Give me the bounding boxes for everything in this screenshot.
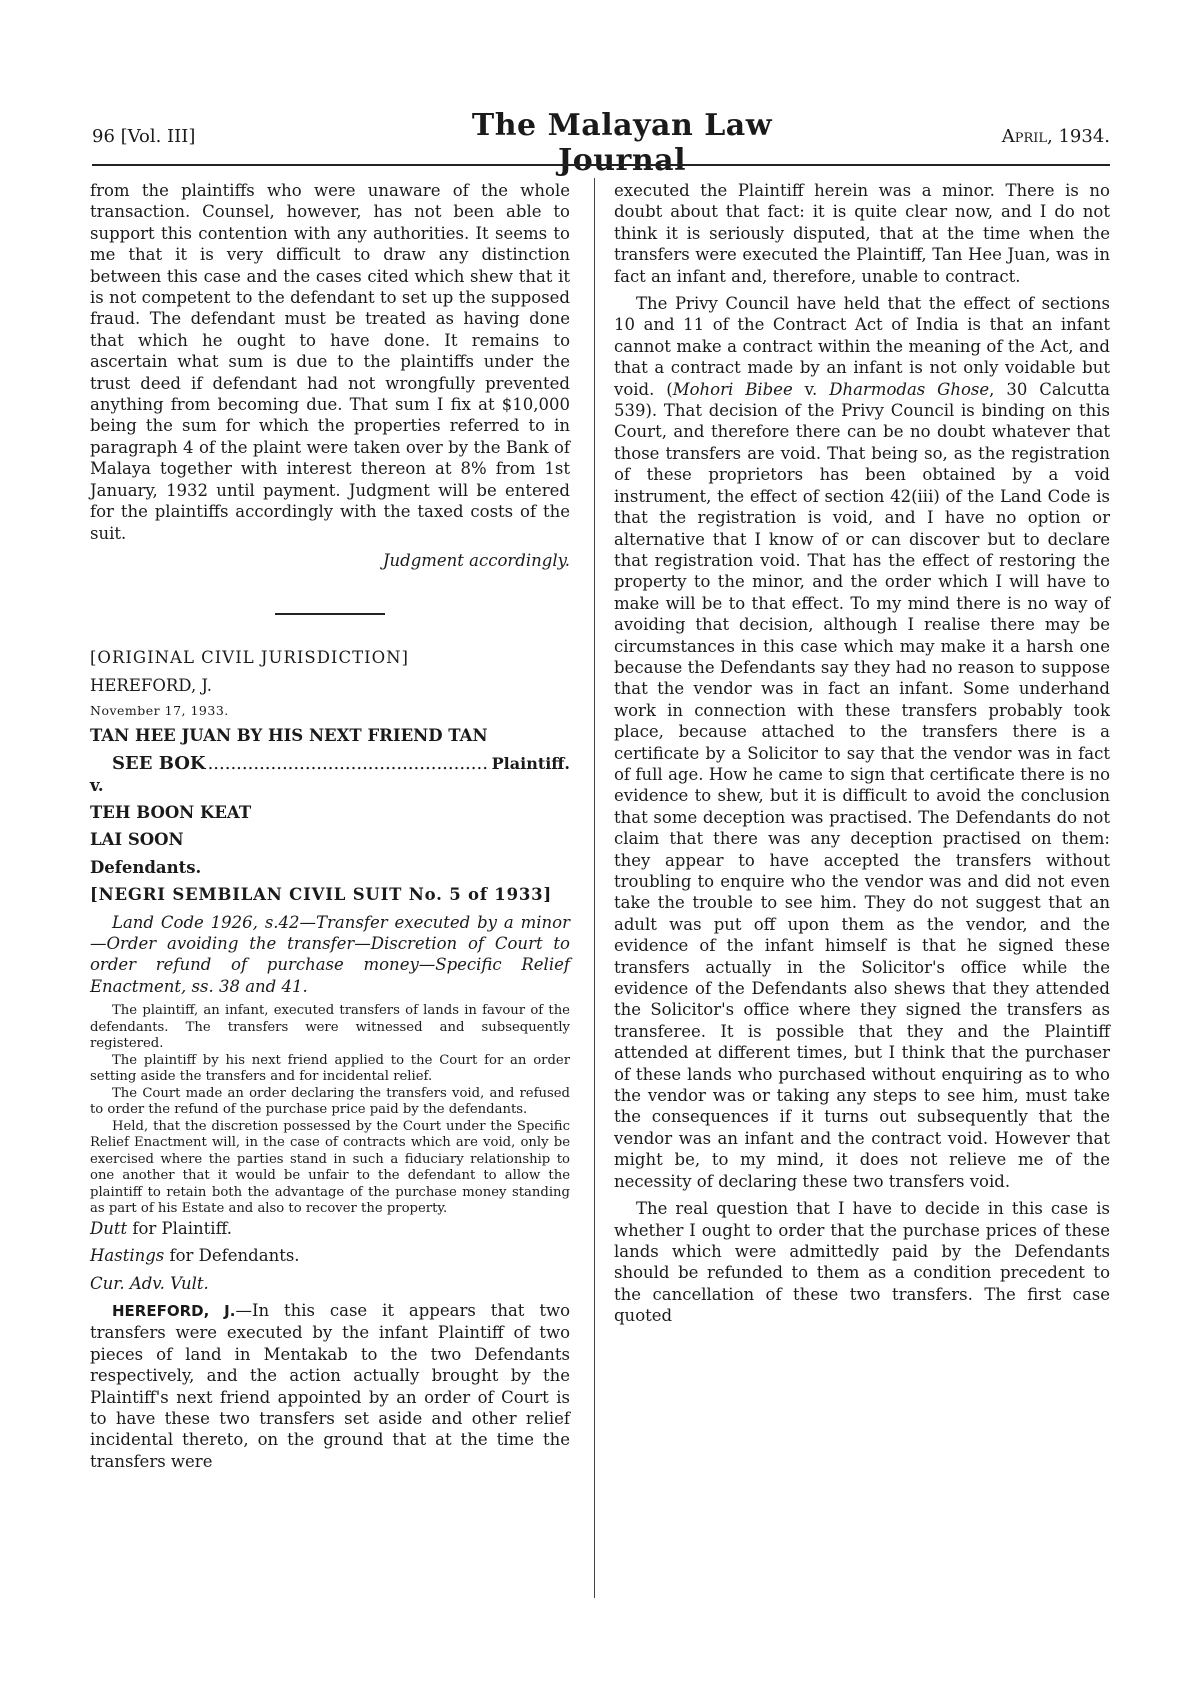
headnote-para: Held, that the discretion possessed by the Court under the Specific Relief Enactment will, in the case of contracts which are void, only be exercised where the parties stand in such a fiduciary relationship to one another that it would be unfair to the defendant to allow the plaintiff to retain both the advantage of the purchase money standing as part of his Estate and also to recover the property.: [90, 1118, 570, 1217]
previous-case-paragraph: from the plaintiffs who were unaware of the whole transaction. Counsel, however, has not been able to support this contention with any authorities. It seems to me that it is very difficult to draw any distinction between this case and the cases cited which shew that it is not competent to the defendant to set up the supposed fraud. The defendant must be treated as having done that which he ought to have done. It remains to ascertain what sum is due to the plaintiffs under the trust deed if defendant had not wrongfully prevented anything from becoming due. That sum I fix at $10,000 being the sum for which the properties referred to in paragraph 4 of the plaint were taken over by the Bank of Malaya together with interest thereon at 8% from 1st January, 1932 until payment. Judgment will be entered for the plaintiffs accordingly with the taxed costs of the suit.: [90, 181, 570, 543]
case-separator: [275, 613, 385, 615]
plaintiff-row: [90, 753, 570, 775]
privy-council-paragraph: The Privy Council have held that the effect of sections 10 and 11 of the Contract Act of India is that an infant cannot make a contract within the meaning of the Act, and that a contract made by an infant is not only voidable but void. (Mohori Bibee v. Dharmodas Ghose, 30 Calcutta 539). That decision of the Privy Council is binding on this Court, and therefore there can be no doubt whatever that those transfers are void. That being so, as the registration of these proprietors has been obtained by a void instrument, the effect of section 42(iii) of the Land Code is that the registration is void, and I have no option or alternative that I know of or can discover but to declare that registration void. That has the effect of restoring the property to the minor, and the order which I will have to make will be to that effect. To my mind there is no way of avoiding that decision, although I realise there may be circumstances in this case which may make it a harsh one because the Defendants say they had no reason to suppose that the vendor was in fact an infant. Some underhand work in connection with these transfers probably took place, because attached to the transfers there is a certificate by a Solicitor to say that the vendor was in fact of full age. How he came to sign that certificate there is no evidence to shew, but it is difficult to avoid the conclusion that some deception was practised. The Defendants do not claim that there was any deception practised on them: they appear to have accepted the transfers without troubling to enquire who the vendor was and did not even take the trouble to see him. They do not suggest that an adult was put off upon them as the vendor, and the evidence of the infant himself is that he signed these transfers actually in the Solicitor's office while the evidence of the Defendants also shews that they attended the Solicitor's office where they signed the transfers as transferee. It is possible that they and the Plaintiff attended at different times, but I think that the purchaser of these lands who purchased without enquiring as to who the vendor was or taking any steps to see him, must take the consequences if it turns out subsequently that the vendor was an infant and the contract void. However that might be, to my mind, it does not relieve me of the necessity of declaring these two transfers void.: [614, 294, 1111, 1191]
counsel-plaintiff: Dutt for Plaintiff.: [90, 1218, 232, 1238]
decision-date: November 17, 1933.: [90, 703, 229, 719]
headnote-para: The plaintiff by his next friend applied to the Court for an order setting aside the transfers and for incidental relief.: [90, 1052, 570, 1085]
defendant-2: LAI SOON: [90, 830, 184, 850]
headnote-para: The Court made an order declaring the transfers void, and refused to order the refund of the purchase price paid by the defendants.: [90, 1085, 570, 1118]
headnote: [90, 1003, 570, 1218]
header-rule: [92, 164, 1110, 166]
judgment-opening: HEREFORD, J.—In this case it appears that two transfers were executed by the infant Plaintiff of two pieces of land in Mentakab to the two Defendants respectively, and the action actually brought by the Plaintiff's next friend appointed by an order of Court is to have these two transfers set aside and other relief incidental thereto, on the ground that at the time the transfers were: [90, 1300, 571, 1471]
catchwords: Land Code 1926, s.42—Transfer executed by a minor—Order avoiding the transfer—Discretion of Court to order refund of purchase money—Specific Relief Enactment, ss. 38 and 41.: [90, 912, 570, 996]
judgment-signoff: Judgment accordingly.: [382, 550, 570, 570]
judge-line: HEREFORD, J.: [90, 675, 213, 695]
leader-dots: [208, 753, 490, 775]
page-volume: 96 [Vol. III]: [92, 126, 196, 147]
plaintiff-name-line2: SEE BOK: [112, 752, 206, 774]
case-name-1: Mohori Bibee: [672, 379, 793, 399]
judge-name: HEREFORD, J.: [112, 1301, 236, 1320]
journal-title: The Malayan Law Journal: [471, 108, 773, 178]
defendants-role: Defendants.: [90, 857, 202, 877]
counsel-plaintiff-name: Dutt: [90, 1218, 128, 1238]
cur-adv-vult: Cur. Adv. Vult.: [90, 1273, 209, 1293]
defendant-1: TEH BOON KEAT: [90, 802, 252, 822]
counsel-defendants: Hastings for Defendants.: [90, 1246, 300, 1266]
versus: v.: [90, 775, 104, 795]
real-question-paragraph: The real question that I have to decide in this case is whether I ought to order that the purchase prices of these lands which were admittedly paid by the Defendants should be refunded to them as a condition precedent to the cancellation of these two transfers. The first case quoted: [614, 1199, 1110, 1326]
left-column: [90, 180, 570, 1478]
headnote-para: The plaintiff, an infant, executed transfers of lands in favour of the defendants. The transfers were witnessed and subsequently registered.: [90, 1003, 570, 1052]
page-header: [92, 108, 1110, 178]
issue-date: April, 1934.: [1001, 126, 1110, 147]
right-column: [614, 180, 1110, 1333]
plaintiff-role: Plaintiff.: [491, 753, 570, 773]
judgment-para-continued: executed the Plaintiff herein was a minor. There is no doubt about that fact: it is quite clear now, and I do not think it is seriously disputed, that at the time when the transfers were executed the Plaintiff, Tan Hee Juan, was in fact an infant and, therefore, unable to contract.: [614, 181, 1110, 286]
plaintiff-name-line1: TAN HEE JUAN BY HIS NEXT FRIEND TAN: [90, 726, 488, 746]
jurisdiction-heading: [ORIGINAL CIVIL JURISDICTION]: [90, 648, 409, 668]
column-divider: [594, 178, 595, 1598]
suit-reference: [NEGRI SEMBILAN CIVIL SUIT No. 5 of 1933]: [90, 885, 553, 905]
counsel-defendants-name: Hastings: [90, 1246, 165, 1266]
case-name-2: Dharmodas Ghose: [829, 379, 990, 399]
